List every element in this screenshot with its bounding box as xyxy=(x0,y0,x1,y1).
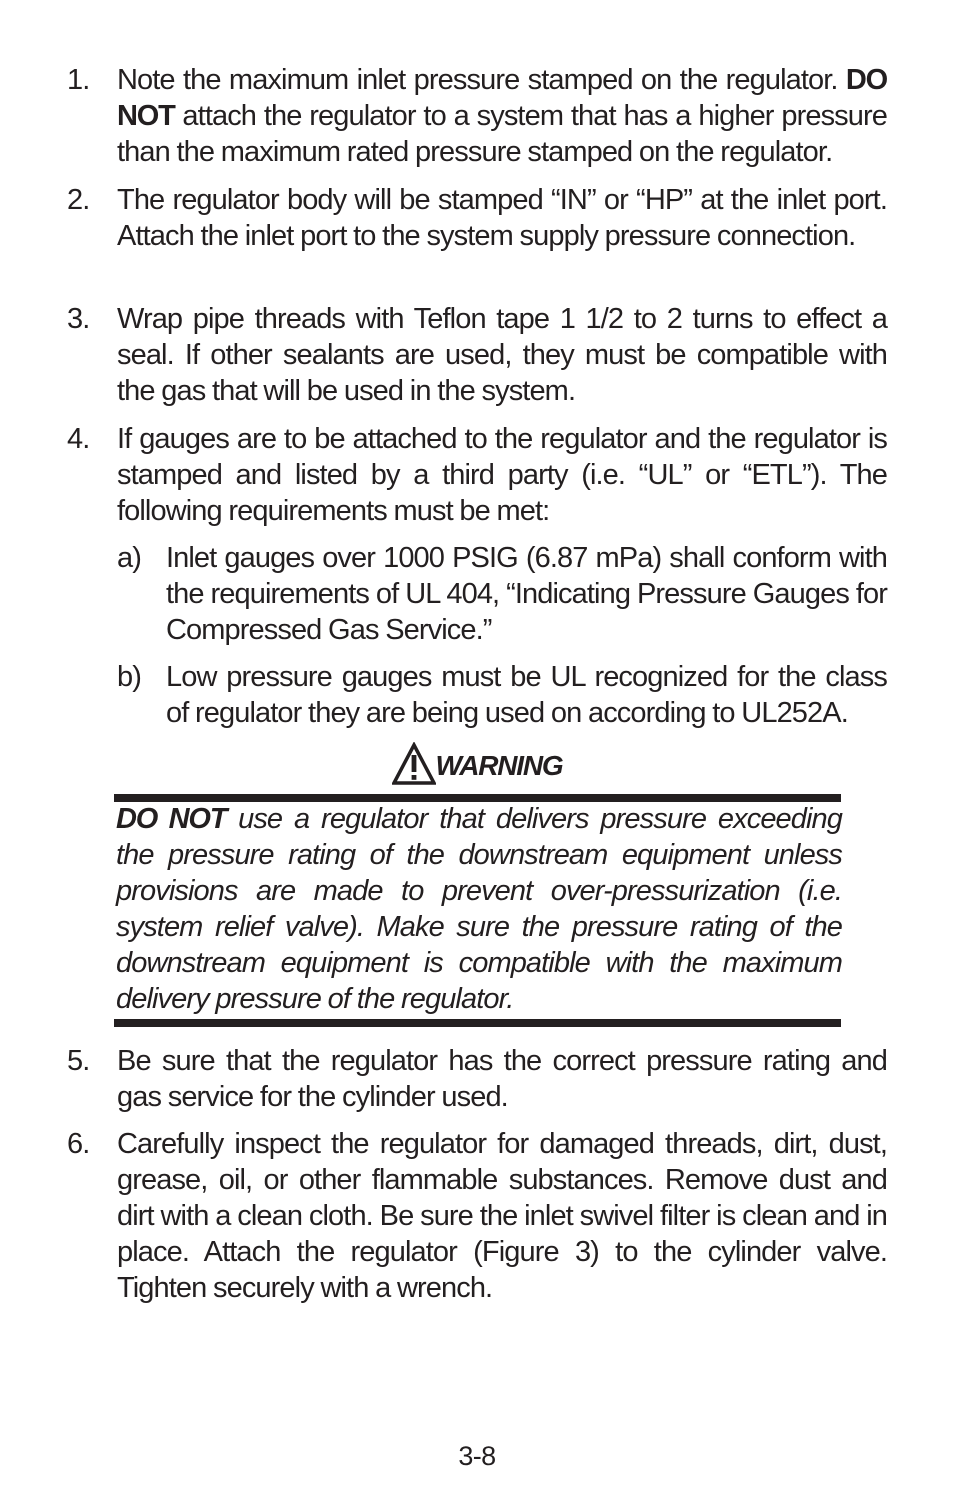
step-text: Note the maximum inlet pressure stamped on the regulator. DO NOT attach the regulator to a system that has a higher pressure than the maximum rated pressure stamped on the regulator. xyxy=(117,64,887,168)
step-number: 2. xyxy=(67,184,90,216)
step-6 xyxy=(67,1126,887,1306)
step-1 xyxy=(67,62,887,170)
warning-emphasis-do-not: DO NOT xyxy=(116,803,227,835)
emphasis-do-not: DO NOT xyxy=(117,64,887,132)
warning-bottom-rule xyxy=(114,1019,841,1027)
subitem-letter: b) xyxy=(117,661,141,693)
step-4-subitem-b xyxy=(117,659,887,731)
step-text: If gauges are to be attached to the regulator and the regulator is stamped and listed by a third party (i.e. “UL” or “ETL”). The following requirements must be met: xyxy=(117,423,887,527)
step-3 xyxy=(67,301,887,409)
step-number: 5. xyxy=(67,1045,90,1077)
subitem-text: Low pressure gauges must be UL recognized for the class of regulator they are being used on according to UL252A. xyxy=(166,661,887,729)
step-number: 4. xyxy=(67,423,90,455)
page-number: 3-8 xyxy=(458,1441,496,1471)
step-text: Carefully inspect the regulator for damaged threads, dirt, dust, grease, oil, or other flammable substances. Remove dust and dirt with a clean cloth. Be sure the inlet swivel filter is clean and in place. Attach the regulator (Figure 3) to the cylinder valve. Tighten securely with a wrench. xyxy=(117,1128,887,1304)
step-4 xyxy=(67,421,887,529)
warning-triangle-icon xyxy=(392,742,436,786)
step-text: Wrap pipe threads with Teflon tape 1 1/2 to 2 turns to effect a seal. If other sealants are used, they must be compatible with the gas that will be used in the system. xyxy=(117,303,887,407)
subitem-letter: a) xyxy=(117,542,141,574)
step-text: Be sure that the regulator has the correct pressure rating and gas service for the cylinder used. xyxy=(117,1045,887,1113)
step-5 xyxy=(67,1043,887,1115)
warning-label: WARNING xyxy=(435,750,563,781)
subitem-text: Inlet gauges over 1000 PSIG (6.87 mPa) shall conform with the requirements of UL 404, “Indicating Pressure Gauges for Compressed Gas Service.” xyxy=(166,542,887,646)
step-number: 1. xyxy=(67,64,90,96)
warning-text: DO NOT use a regulator that delivers pressure exceeding the pressure rating of the downstream equipment unless provisions are made to prevent over-pressurization (i.e. system relief valve). Make sure the pressure rating of the downstream equipment is compatible with the maximum delivery pressure of the regulator. xyxy=(116,803,843,1015)
step-number: 6. xyxy=(67,1128,90,1160)
step-text: The regulator body will be stamped “IN” or “HP” at the inlet port. Attach the inlet port to the system supply pressure connection. xyxy=(117,184,887,252)
warning-heading xyxy=(0,742,954,794)
step-4-subitem-a xyxy=(117,540,887,648)
step-number: 3. xyxy=(67,303,90,335)
step-2 xyxy=(67,182,887,254)
